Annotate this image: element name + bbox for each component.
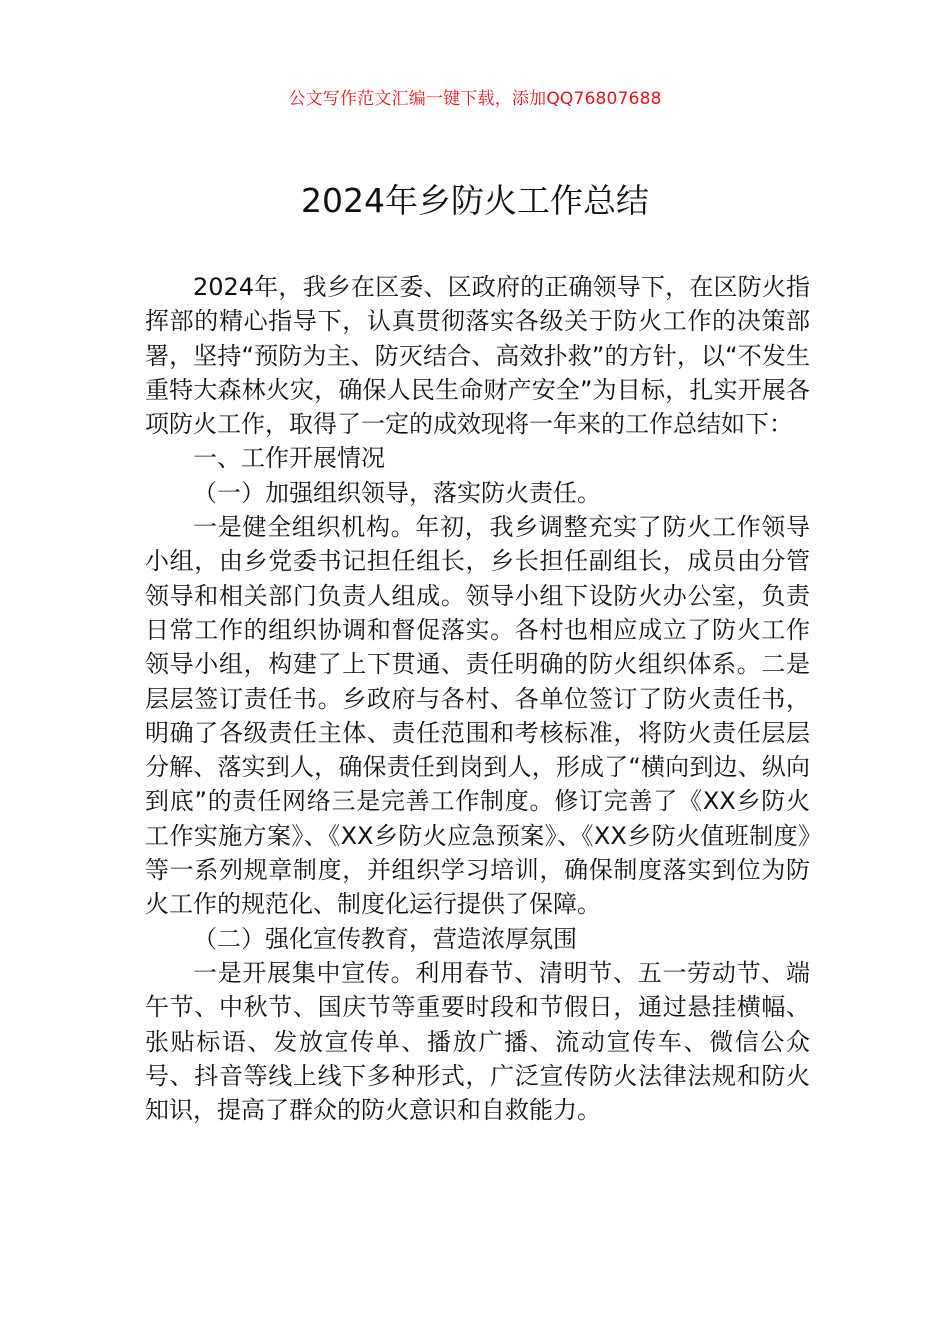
subsection-heading-2: （二）强化宣传教育，营造浓厚氛围	[193, 924, 577, 953]
subsection-heading-1: （一）加强组织领导，落实防火责任。	[193, 478, 601, 507]
body-paragraph: 一是健全组织机构。年初，我乡调整充实了防火工作领导小组，由乡党委书记担任组长，乡长担任副组长，成员由分管领导和相关部门负责人组成。领导小组下设防火办公室，负责日常工作的组织协调和督促落实。各村也相应成立了防火工作领导小组，构建了上下贯通、责任明确的防火组织体系。二是层层签订责任书。乡政府与各村、各单位签订了防火责任书，明确了各级责任主体、责任范围和考核标准，将防火责任层层分解、落实到人，确保责任到岗到人，形成了“横向到边、纵向到底”的责任网络三是完善工作制度。修订完善了《XX乡防火工作实施方案》、《XX乡防火应急预案》、《XX乡防火值班制度》等一系列规章制度，并组织学习培训，确保制度落实到位为防火工作的规范化、制度化运行提供了保障。	[145, 513, 810, 919]
intro-paragraph: 2024年，我乡在区委、区政府的正确领导下，在区防火指挥部的精心指导下，认真贯彻落实各级关于防火工作的决策部署，坚持“预防为主、防灭结合、高效扑救”的方针，以“不发生重特大森林火灾，确保人民生命财产安全”为目标，扎实开展各项防火工作，取得了一定的成效现将一年来的工作总结如下：	[145, 273, 810, 439]
download-notice: 公文写作范文汇编一键下载，添加QQ76807688	[288, 89, 662, 109]
document-title: 2024年乡防火工作总结	[301, 181, 649, 220]
body-paragraph: 一是开展集中宣传。利用春节、清明节、五一劳动节、端午节、中秋节、国庆节等重要时段和节假日，通过悬挂横幅、张贴标语、发放宣传单、播放广播、流动宣传车、微信公众号、抖音等线上线下多种形式，广泛宣传防火法律法规和防火知识，提高了群众的防火意识和自救能力。	[145, 958, 810, 1125]
section-heading-1: 一、工作开展情况	[193, 444, 385, 473]
document-body	[145, 270, 810, 1127]
